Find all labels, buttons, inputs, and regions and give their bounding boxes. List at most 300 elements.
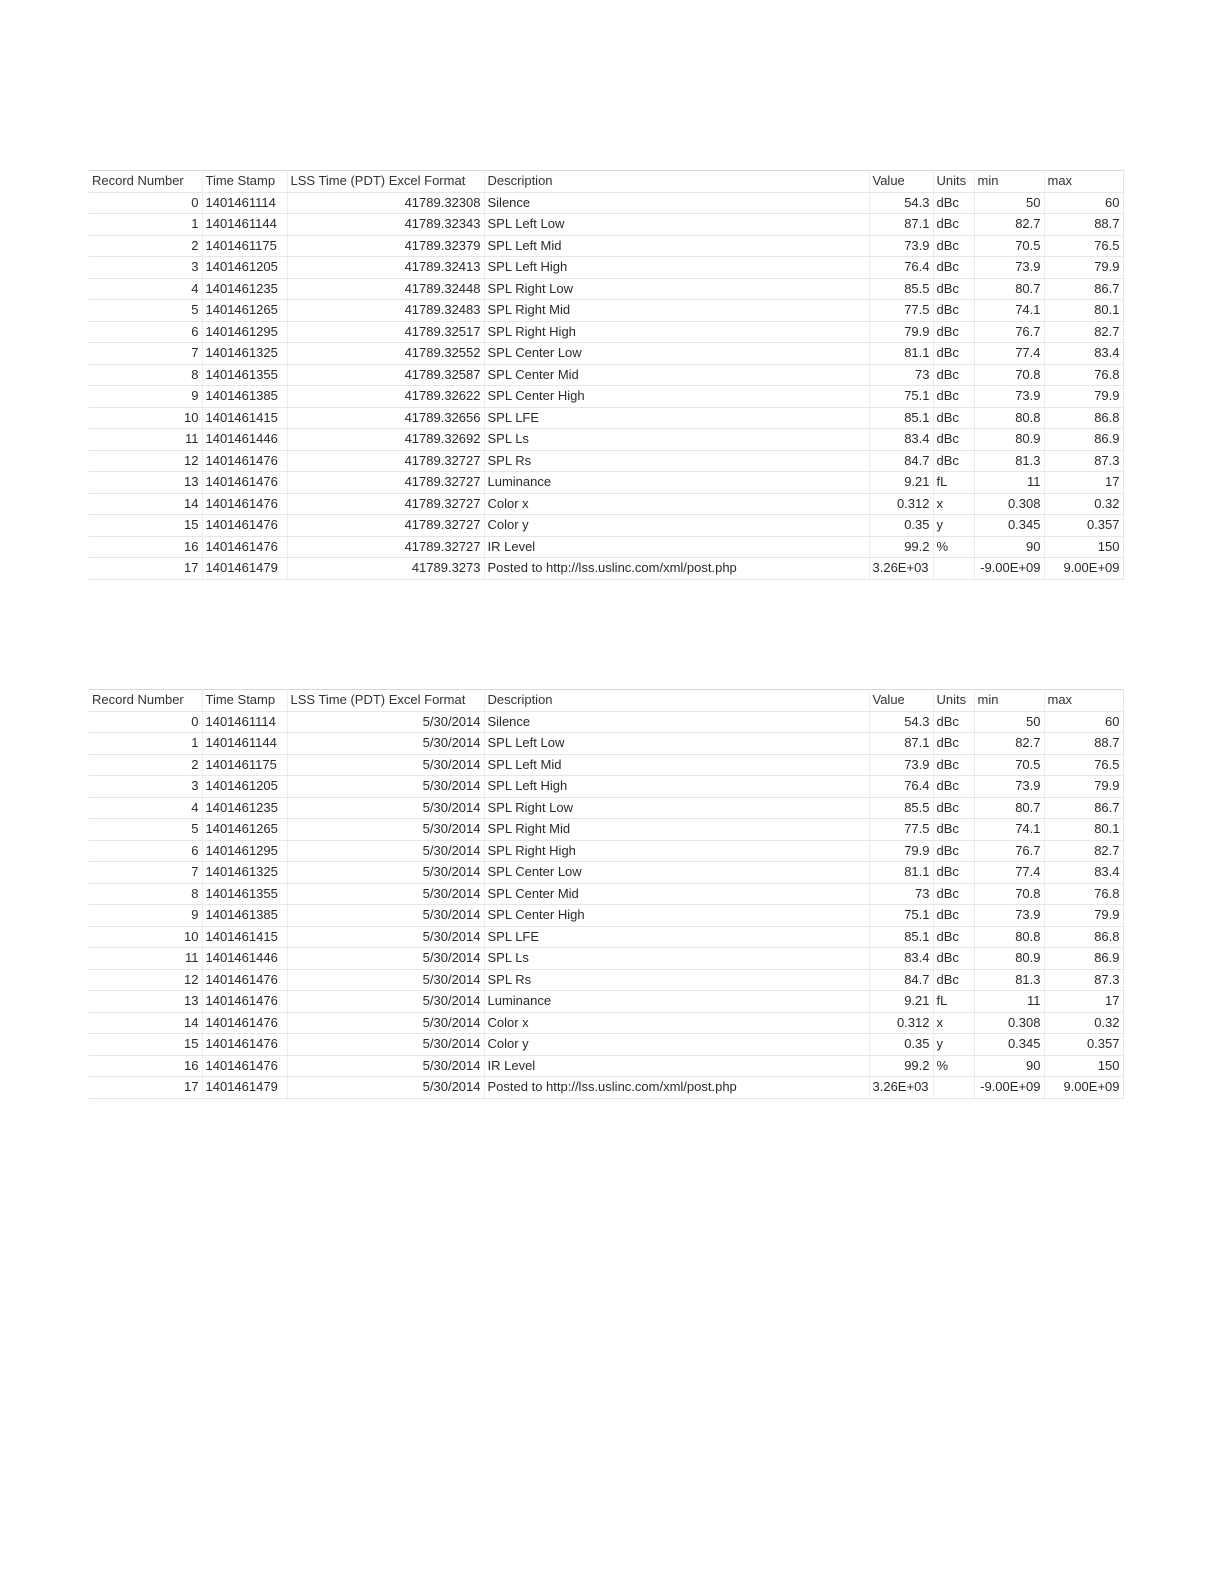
units-cell: dBc xyxy=(933,300,974,322)
lss-time-cell: 41789.32552 xyxy=(287,343,484,365)
record-number-cell: 8 xyxy=(89,364,202,386)
record-number-cell: 16 xyxy=(89,1055,202,1077)
record-number-cell: 4 xyxy=(89,797,202,819)
value-cell: 73 xyxy=(869,364,933,386)
min-cell: 70.5 xyxy=(974,754,1044,776)
lss-time-cell: 41789.32727 xyxy=(287,450,484,472)
lss-time-cell: 41789.32727 xyxy=(287,515,484,537)
value-cell: 85.5 xyxy=(869,278,933,300)
min-cell: 73.9 xyxy=(974,386,1044,408)
record-number-cell: 2 xyxy=(89,235,202,257)
units-cell: x xyxy=(933,493,974,515)
lss-time-cell: 5/30/2014 xyxy=(287,754,484,776)
table-row xyxy=(89,797,1123,819)
lss-time-cell: 5/30/2014 xyxy=(287,840,484,862)
data-table xyxy=(89,689,1124,1099)
units-cell xyxy=(933,1077,974,1099)
min-cell: 82.7 xyxy=(974,214,1044,236)
max-cell: 0.357 xyxy=(1044,1034,1123,1056)
lss-time-cell: 5/30/2014 xyxy=(287,948,484,970)
lss-time-cell: 41789.32517 xyxy=(287,321,484,343)
table-row xyxy=(89,214,1123,236)
max-cell: 79.9 xyxy=(1044,905,1123,927)
min-cell: 0.345 xyxy=(974,515,1044,537)
value-cell: 3.26E+03 xyxy=(869,1077,933,1099)
description-cell: SPL Right High xyxy=(484,840,869,862)
min-cell: 74.1 xyxy=(974,300,1044,322)
value-cell: 73.9 xyxy=(869,754,933,776)
description-cell: IR Level xyxy=(484,1055,869,1077)
value-cell: 84.7 xyxy=(869,450,933,472)
units-cell: dBc xyxy=(933,321,974,343)
record-number-cell: 5 xyxy=(89,300,202,322)
units-cell: dBc xyxy=(933,926,974,948)
time-stamp-cell: 1401461114 xyxy=(202,711,287,733)
max-cell: 150 xyxy=(1044,536,1123,558)
description-cell: SPL Right Mid xyxy=(484,819,869,841)
value-cell: 76.4 xyxy=(869,257,933,279)
description-cell: SPL Right Low xyxy=(484,797,869,819)
lss-time-cell: 5/30/2014 xyxy=(287,776,484,798)
table-row xyxy=(89,991,1123,1013)
record-number-cell: 9 xyxy=(89,386,202,408)
description-cell: SPL Rs xyxy=(484,450,869,472)
table-row xyxy=(89,862,1123,884)
value-cell: 87.1 xyxy=(869,214,933,236)
min-cell: -9.00E+09 xyxy=(974,1077,1044,1099)
lss-time-cell: 5/30/2014 xyxy=(287,819,484,841)
min-cell: -9.00E+09 xyxy=(974,558,1044,580)
max-cell: 17 xyxy=(1044,472,1123,494)
time-stamp-cell: 1401461235 xyxy=(202,797,287,819)
units-cell: dBc xyxy=(933,733,974,755)
table-row xyxy=(89,493,1123,515)
record-number-cell: 11 xyxy=(89,948,202,970)
min-cell: 90 xyxy=(974,1055,1044,1077)
table-row xyxy=(89,776,1123,798)
max-cell: 17 xyxy=(1044,991,1123,1013)
table-body xyxy=(89,711,1123,1098)
lss-time-cell: 41789.32727 xyxy=(287,493,484,515)
table-row xyxy=(89,1012,1123,1034)
record-number-cell: 0 xyxy=(89,711,202,733)
time-stamp-cell: 1401461479 xyxy=(202,1077,287,1099)
lss-time-cell: 5/30/2014 xyxy=(287,733,484,755)
time-stamp-cell: 1401461205 xyxy=(202,257,287,279)
units-cell: x xyxy=(933,1012,974,1034)
value-cell: 83.4 xyxy=(869,948,933,970)
record-number-cell: 6 xyxy=(89,840,202,862)
record-number-cell: 16 xyxy=(89,536,202,558)
table-row xyxy=(89,235,1123,257)
min-cell: 80.9 xyxy=(974,429,1044,451)
time-stamp-cell: 1401461415 xyxy=(202,407,287,429)
max-cell: 76.8 xyxy=(1044,364,1123,386)
value-cell: 81.1 xyxy=(869,343,933,365)
record-number-cell: 4 xyxy=(89,278,202,300)
column-header: Description xyxy=(484,690,869,712)
record-number-cell: 14 xyxy=(89,1012,202,1034)
value-cell: 99.2 xyxy=(869,1055,933,1077)
record-number-cell: 7 xyxy=(89,862,202,884)
time-stamp-cell: 1401461325 xyxy=(202,343,287,365)
table-row xyxy=(89,321,1123,343)
value-cell: 0.312 xyxy=(869,1012,933,1034)
value-cell: 54.3 xyxy=(869,192,933,214)
description-cell: Luminance xyxy=(484,472,869,494)
time-stamp-cell: 1401461144 xyxy=(202,733,287,755)
column-header: LSS Time (PDT) Excel Format xyxy=(287,171,484,193)
record-number-cell: 5 xyxy=(89,819,202,841)
time-stamp-cell: 1401461476 xyxy=(202,450,287,472)
table-row xyxy=(89,883,1123,905)
description-cell: SPL Center High xyxy=(484,905,869,927)
value-cell: 73.9 xyxy=(869,235,933,257)
units-cell: fL xyxy=(933,991,974,1013)
units-cell: dBc xyxy=(933,905,974,927)
record-number-cell: 10 xyxy=(89,407,202,429)
record-number-cell: 9 xyxy=(89,905,202,927)
min-cell: 80.9 xyxy=(974,948,1044,970)
description-cell: Luminance xyxy=(484,991,869,1013)
time-stamp-cell: 1401461476 xyxy=(202,536,287,558)
table-row xyxy=(89,300,1123,322)
max-cell: 83.4 xyxy=(1044,862,1123,884)
min-cell: 80.7 xyxy=(974,278,1044,300)
column-header: Value xyxy=(869,690,933,712)
time-stamp-cell: 1401461295 xyxy=(202,840,287,862)
value-cell: 85.5 xyxy=(869,797,933,819)
units-cell: dBc xyxy=(933,969,974,991)
time-stamp-cell: 1401461385 xyxy=(202,905,287,927)
min-cell: 50 xyxy=(974,192,1044,214)
units-cell: dBc xyxy=(933,450,974,472)
lss-time-cell: 41789.32727 xyxy=(287,536,484,558)
table-row xyxy=(89,819,1123,841)
lss-time-cell: 5/30/2014 xyxy=(287,969,484,991)
value-cell: 83.4 xyxy=(869,429,933,451)
units-cell: dBc xyxy=(933,214,974,236)
time-stamp-cell: 1401461476 xyxy=(202,1034,287,1056)
record-number-cell: 6 xyxy=(89,321,202,343)
time-stamp-cell: 1401461476 xyxy=(202,1012,287,1034)
min-cell: 80.8 xyxy=(974,407,1044,429)
column-header: Units xyxy=(933,690,974,712)
max-cell: 60 xyxy=(1044,711,1123,733)
max-cell: 79.9 xyxy=(1044,257,1123,279)
table-row xyxy=(89,905,1123,927)
units-cell: dBc xyxy=(933,278,974,300)
header-row xyxy=(89,171,1123,193)
table-row xyxy=(89,754,1123,776)
lss-time-cell: 41789.32379 xyxy=(287,235,484,257)
header-row xyxy=(89,690,1123,712)
record-number-cell: 12 xyxy=(89,450,202,472)
lss-time-cell: 5/30/2014 xyxy=(287,797,484,819)
lss-time-cell: 5/30/2014 xyxy=(287,991,484,1013)
units-cell: dBc xyxy=(933,364,974,386)
record-number-cell: 17 xyxy=(89,558,202,580)
min-cell: 82.7 xyxy=(974,733,1044,755)
min-cell: 11 xyxy=(974,991,1044,1013)
min-cell: 73.9 xyxy=(974,257,1044,279)
description-cell: IR Level xyxy=(484,536,869,558)
units-cell: dBc xyxy=(933,407,974,429)
description-cell: SPL Ls xyxy=(484,948,869,970)
lss-time-cell: 41789.32343 xyxy=(287,214,484,236)
spreadsheet-table-excel-format xyxy=(89,170,1123,580)
time-stamp-cell: 1401461385 xyxy=(202,386,287,408)
max-cell: 86.7 xyxy=(1044,278,1123,300)
description-cell: Posted to http://lss.uslinc.com/xml/post.php xyxy=(484,558,869,580)
max-cell: 79.9 xyxy=(1044,776,1123,798)
description-cell: Color x xyxy=(484,493,869,515)
max-cell: 88.7 xyxy=(1044,214,1123,236)
time-stamp-cell: 1401461295 xyxy=(202,321,287,343)
units-cell: dBc xyxy=(933,776,974,798)
max-cell: 86.8 xyxy=(1044,926,1123,948)
table-row xyxy=(89,1034,1123,1056)
units-cell: dBc xyxy=(933,711,974,733)
column-header: Record Number xyxy=(89,171,202,193)
spreadsheet-table-date-format xyxy=(89,689,1123,1099)
description-cell: Silence xyxy=(484,192,869,214)
description-cell: SPL Right Low xyxy=(484,278,869,300)
units-cell: dBc xyxy=(933,883,974,905)
table-row xyxy=(89,948,1123,970)
lss-time-cell: 41789.32587 xyxy=(287,364,484,386)
lss-time-cell: 5/30/2014 xyxy=(287,926,484,948)
description-cell: SPL LFE xyxy=(484,407,869,429)
table-body xyxy=(89,192,1123,579)
value-cell: 79.9 xyxy=(869,321,933,343)
units-cell: dBc xyxy=(933,754,974,776)
min-cell: 76.7 xyxy=(974,840,1044,862)
max-cell: 60 xyxy=(1044,192,1123,214)
time-stamp-cell: 1401461476 xyxy=(202,969,287,991)
time-stamp-cell: 1401461205 xyxy=(202,776,287,798)
record-number-cell: 10 xyxy=(89,926,202,948)
max-cell: 0.32 xyxy=(1044,1012,1123,1034)
value-cell: 85.1 xyxy=(869,926,933,948)
max-cell: 150 xyxy=(1044,1055,1123,1077)
description-cell: Color y xyxy=(484,1034,869,1056)
max-cell: 83.4 xyxy=(1044,343,1123,365)
table-row xyxy=(89,1055,1123,1077)
value-cell: 0.35 xyxy=(869,1034,933,1056)
min-cell: 77.4 xyxy=(974,862,1044,884)
units-cell: dBc xyxy=(933,840,974,862)
record-number-cell: 0 xyxy=(89,192,202,214)
description-cell: SPL LFE xyxy=(484,926,869,948)
description-cell: SPL Center Mid xyxy=(484,364,869,386)
lss-time-cell: 41789.32483 xyxy=(287,300,484,322)
table-row xyxy=(89,472,1123,494)
max-cell: 9.00E+09 xyxy=(1044,558,1123,580)
value-cell: 73 xyxy=(869,883,933,905)
lss-time-cell: 41789.32727 xyxy=(287,472,484,494)
time-stamp-cell: 1401461355 xyxy=(202,364,287,386)
column-header: Time Stamp xyxy=(202,690,287,712)
units-cell: % xyxy=(933,536,974,558)
max-cell: 87.3 xyxy=(1044,969,1123,991)
max-cell: 82.7 xyxy=(1044,321,1123,343)
lss-time-cell: 41789.32448 xyxy=(287,278,484,300)
max-cell: 76.5 xyxy=(1044,754,1123,776)
value-cell: 3.26E+03 xyxy=(869,558,933,580)
units-cell: dBc xyxy=(933,429,974,451)
table-row xyxy=(89,1077,1123,1099)
max-cell: 0.357 xyxy=(1044,515,1123,537)
lss-time-cell: 5/30/2014 xyxy=(287,1055,484,1077)
column-header: LSS Time (PDT) Excel Format xyxy=(287,690,484,712)
record-number-cell: 1 xyxy=(89,733,202,755)
column-header: Time Stamp xyxy=(202,171,287,193)
min-cell: 70.8 xyxy=(974,883,1044,905)
table-row xyxy=(89,733,1123,755)
column-header: Units xyxy=(933,171,974,193)
record-number-cell: 13 xyxy=(89,472,202,494)
description-cell: SPL Left Mid xyxy=(484,235,869,257)
value-cell: 81.1 xyxy=(869,862,933,884)
max-cell: 80.1 xyxy=(1044,300,1123,322)
min-cell: 81.3 xyxy=(974,450,1044,472)
max-cell: 86.9 xyxy=(1044,948,1123,970)
max-cell: 82.7 xyxy=(1044,840,1123,862)
max-cell: 0.32 xyxy=(1044,493,1123,515)
value-cell: 87.1 xyxy=(869,733,933,755)
max-cell: 87.3 xyxy=(1044,450,1123,472)
lss-time-cell: 41789.32692 xyxy=(287,429,484,451)
lss-time-cell: 5/30/2014 xyxy=(287,862,484,884)
units-cell: % xyxy=(933,1055,974,1077)
column-header: Value xyxy=(869,171,933,193)
time-stamp-cell: 1401461476 xyxy=(202,515,287,537)
table-row xyxy=(89,536,1123,558)
value-cell: 75.1 xyxy=(869,386,933,408)
min-cell: 90 xyxy=(974,536,1044,558)
record-number-cell: 15 xyxy=(89,515,202,537)
record-number-cell: 13 xyxy=(89,991,202,1013)
column-header: min xyxy=(974,690,1044,712)
record-number-cell: 3 xyxy=(89,776,202,798)
description-cell: SPL Center Low xyxy=(484,862,869,884)
units-cell xyxy=(933,558,974,580)
table-row xyxy=(89,969,1123,991)
description-cell: SPL Right High xyxy=(484,321,869,343)
table-row xyxy=(89,343,1123,365)
description-cell: SPL Left Mid xyxy=(484,754,869,776)
lss-time-cell: 41789.32413 xyxy=(287,257,484,279)
value-cell: 0.35 xyxy=(869,515,933,537)
description-cell: SPL Center Low xyxy=(484,343,869,365)
record-number-cell: 8 xyxy=(89,883,202,905)
time-stamp-cell: 1401461175 xyxy=(202,754,287,776)
value-cell: 54.3 xyxy=(869,711,933,733)
record-number-cell: 14 xyxy=(89,493,202,515)
min-cell: 77.4 xyxy=(974,343,1044,365)
time-stamp-cell: 1401461325 xyxy=(202,862,287,884)
time-stamp-cell: 1401461415 xyxy=(202,926,287,948)
max-cell: 76.8 xyxy=(1044,883,1123,905)
max-cell: 88.7 xyxy=(1044,733,1123,755)
column-header: max xyxy=(1044,690,1123,712)
time-stamp-cell: 1401461476 xyxy=(202,991,287,1013)
time-stamp-cell: 1401461144 xyxy=(202,214,287,236)
time-stamp-cell: 1401461479 xyxy=(202,558,287,580)
units-cell: dBc xyxy=(933,235,974,257)
min-cell: 73.9 xyxy=(974,776,1044,798)
description-cell: SPL Right Mid xyxy=(484,300,869,322)
lss-time-cell: 41789.32308 xyxy=(287,192,484,214)
min-cell: 80.8 xyxy=(974,926,1044,948)
table-row xyxy=(89,926,1123,948)
description-cell: SPL Rs xyxy=(484,969,869,991)
record-number-cell: 3 xyxy=(89,257,202,279)
description-cell: SPL Center Mid xyxy=(484,883,869,905)
units-cell: dBc xyxy=(933,862,974,884)
table-row xyxy=(89,429,1123,451)
max-cell: 86.8 xyxy=(1044,407,1123,429)
lss-time-cell: 5/30/2014 xyxy=(287,905,484,927)
value-cell: 9.21 xyxy=(869,472,933,494)
units-cell: y xyxy=(933,1034,974,1056)
table-row xyxy=(89,278,1123,300)
units-cell: dBc xyxy=(933,797,974,819)
max-cell: 79.9 xyxy=(1044,386,1123,408)
time-stamp-cell: 1401461265 xyxy=(202,300,287,322)
units-cell: dBc xyxy=(933,819,974,841)
data-table xyxy=(89,170,1124,580)
max-cell: 76.5 xyxy=(1044,235,1123,257)
time-stamp-cell: 1401461265 xyxy=(202,819,287,841)
table-row xyxy=(89,386,1123,408)
units-cell: dBc xyxy=(933,386,974,408)
description-cell: SPL Left High xyxy=(484,257,869,279)
time-stamp-cell: 1401461476 xyxy=(202,472,287,494)
min-cell: 73.9 xyxy=(974,905,1044,927)
table-row xyxy=(89,192,1123,214)
column-header: Record Number xyxy=(89,690,202,712)
table-row xyxy=(89,558,1123,580)
time-stamp-cell: 1401461446 xyxy=(202,948,287,970)
value-cell: 99.2 xyxy=(869,536,933,558)
time-stamp-cell: 1401461446 xyxy=(202,429,287,451)
description-cell: SPL Left High xyxy=(484,776,869,798)
record-number-cell: 7 xyxy=(89,343,202,365)
table-row xyxy=(89,840,1123,862)
table-row xyxy=(89,450,1123,472)
value-cell: 84.7 xyxy=(869,969,933,991)
lss-time-cell: 5/30/2014 xyxy=(287,711,484,733)
time-stamp-cell: 1401461114 xyxy=(202,192,287,214)
description-cell: SPL Center High xyxy=(484,386,869,408)
description-cell: Color y xyxy=(484,515,869,537)
min-cell: 70.5 xyxy=(974,235,1044,257)
lss-time-cell: 41789.32622 xyxy=(287,386,484,408)
max-cell: 80.1 xyxy=(1044,819,1123,841)
value-cell: 76.4 xyxy=(869,776,933,798)
lss-time-cell: 5/30/2014 xyxy=(287,1012,484,1034)
max-cell: 86.9 xyxy=(1044,429,1123,451)
table-row xyxy=(89,515,1123,537)
column-header: Description xyxy=(484,171,869,193)
value-cell: 9.21 xyxy=(869,991,933,1013)
max-cell: 9.00E+09 xyxy=(1044,1077,1123,1099)
min-cell: 0.345 xyxy=(974,1034,1044,1056)
units-cell: dBc xyxy=(933,948,974,970)
column-header: max xyxy=(1044,171,1123,193)
